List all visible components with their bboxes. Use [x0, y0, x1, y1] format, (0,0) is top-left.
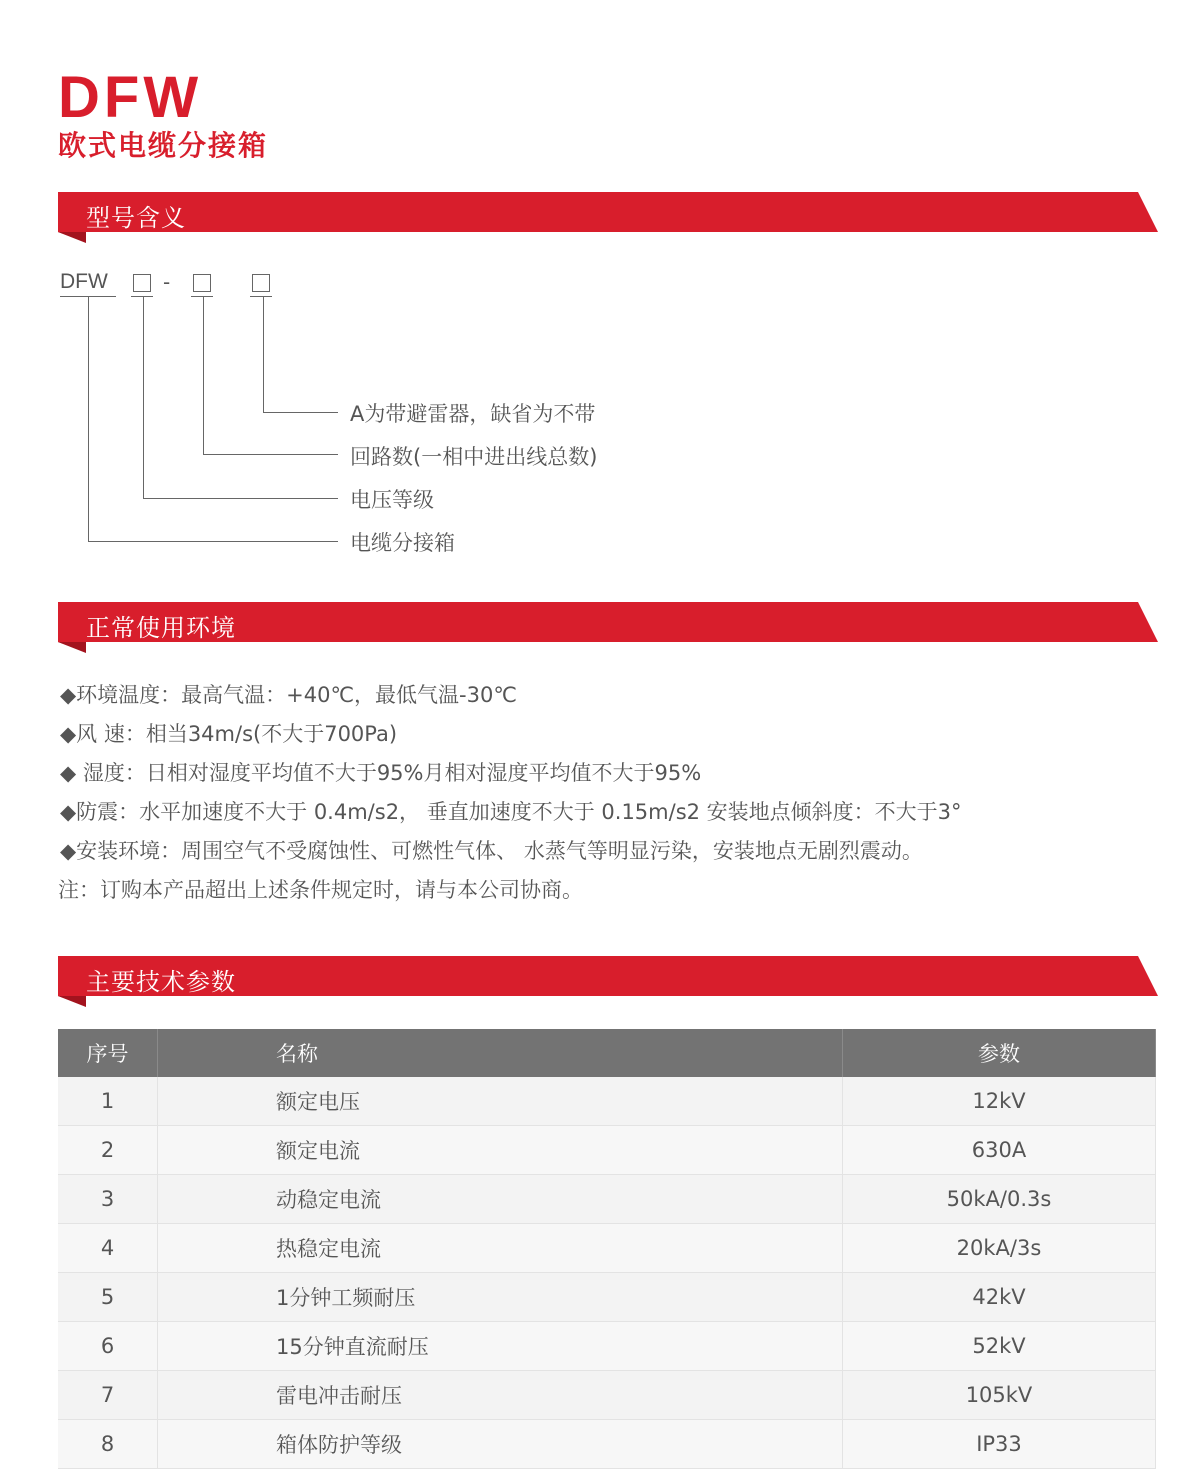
cell-name: 额定电流: [158, 1126, 843, 1175]
table-row: [58, 1126, 1156, 1175]
placeholder-box-1: [133, 274, 151, 292]
env-humidity: ◆ 湿度：日相对湿度平均值不大于95%月相对湿度平均值不大于95%: [60, 761, 702, 785]
cell-value: 20kA/3s: [843, 1224, 1156, 1273]
cell-name: 雷电冲击耐压: [158, 1371, 843, 1420]
box-underline-1: [131, 296, 153, 297]
table-row: [58, 1224, 1156, 1273]
model-code: DFW: [60, 270, 108, 293]
cell-seq: 8: [58, 1420, 158, 1469]
cell-name: 动稳定电流: [158, 1175, 843, 1224]
model-desc-arrester: A为带避雷器，缺省为不带: [350, 402, 596, 426]
env-seismic: ◆防震：水平加速度不大于 0.4m/s2， 垂直加速度不大于 0.15m/s2 安装地点倾斜度：不大于3°: [60, 800, 962, 824]
cell-name: 热稳定电流: [158, 1224, 843, 1273]
brand-title: DFW: [58, 65, 203, 130]
env-note: 注：订购本产品超出上述条件规定时，请与本公司协商。: [58, 878, 583, 902]
cell-value: 50kA/0.3s: [843, 1175, 1156, 1224]
connector-v-3: [263, 296, 264, 412]
cell-name: 箱体防护等级: [158, 1420, 843, 1469]
env-installation: ◆安装环境：周围空气不受腐蚀性、可燃性气体、 水蒸气等明显污染，安装地点无剧烈震动。: [60, 839, 923, 863]
connector-h-code: [88, 541, 338, 542]
cell-name: 1分钟工频耐压: [158, 1273, 843, 1322]
table-row: [58, 1420, 1156, 1469]
connector-v-2: [203, 296, 204, 454]
section-title-params: 主要技术参数: [86, 968, 236, 996]
section-title-environment: 正常使用环境: [86, 614, 236, 642]
cell-value: IP33: [843, 1420, 1156, 1469]
model-desc-voltage: 电压等级: [350, 488, 434, 512]
placeholder-box-3: [252, 274, 270, 292]
connector-h-3: [263, 412, 338, 413]
table-row: [58, 1371, 1156, 1420]
cell-seq: 6: [58, 1322, 158, 1371]
section-bar-shape: [58, 192, 1158, 244]
cell-name: 额定电压: [158, 1077, 843, 1126]
connector-h-1: [143, 498, 338, 499]
model-desc-circuits: 回路数(一相中进出线总数): [350, 445, 598, 469]
params-table: [58, 1029, 1156, 1469]
connector-v-code: [88, 296, 89, 541]
section-bar-environment: [58, 602, 1158, 654]
cell-seq: 3: [58, 1175, 158, 1224]
header-seq: 序号: [58, 1029, 158, 1077]
table-row: [58, 1175, 1156, 1224]
box-underline-2: [191, 296, 213, 297]
model-desc-box: 电缆分接箱: [350, 531, 455, 555]
cell-seq: 4: [58, 1224, 158, 1273]
cell-seq: 5: [58, 1273, 158, 1322]
cell-value: 105kV: [843, 1371, 1156, 1420]
model-separator: -: [163, 270, 171, 294]
cell-value: 42kV: [843, 1273, 1156, 1322]
table-row: [58, 1077, 1156, 1126]
cell-value: 12kV: [843, 1077, 1156, 1126]
connector-h-2: [203, 454, 338, 455]
cell-seq: 1: [58, 1077, 158, 1126]
env-wind: ◆风 速：相当34m/s(不大于700Pa): [60, 722, 398, 746]
table-row: [58, 1322, 1156, 1371]
placeholder-box-2: [193, 274, 211, 292]
header-value: 参数: [843, 1029, 1156, 1077]
cell-seq: 7: [58, 1371, 158, 1420]
section-bar-model: [58, 192, 1158, 244]
cell-name: 15分钟直流耐压: [158, 1322, 843, 1371]
box-underline-3: [250, 296, 272, 297]
env-temperature: ◆环境温度：最高气温：+40℃，最低气温-30℃: [60, 683, 517, 707]
table-row: [58, 1273, 1156, 1322]
section-bar-params: [58, 956, 1158, 1008]
product-subtitle: 欧式电缆分接箱: [58, 129, 269, 162]
table-header-row: [58, 1029, 1156, 1077]
cell-value: 52kV: [843, 1322, 1156, 1371]
cell-seq: 2: [58, 1126, 158, 1175]
connector-v-1: [143, 296, 144, 498]
header-name: 名称: [158, 1029, 843, 1077]
cell-value: 630A: [843, 1126, 1156, 1175]
section-title-model: 型号含义: [86, 204, 186, 232]
